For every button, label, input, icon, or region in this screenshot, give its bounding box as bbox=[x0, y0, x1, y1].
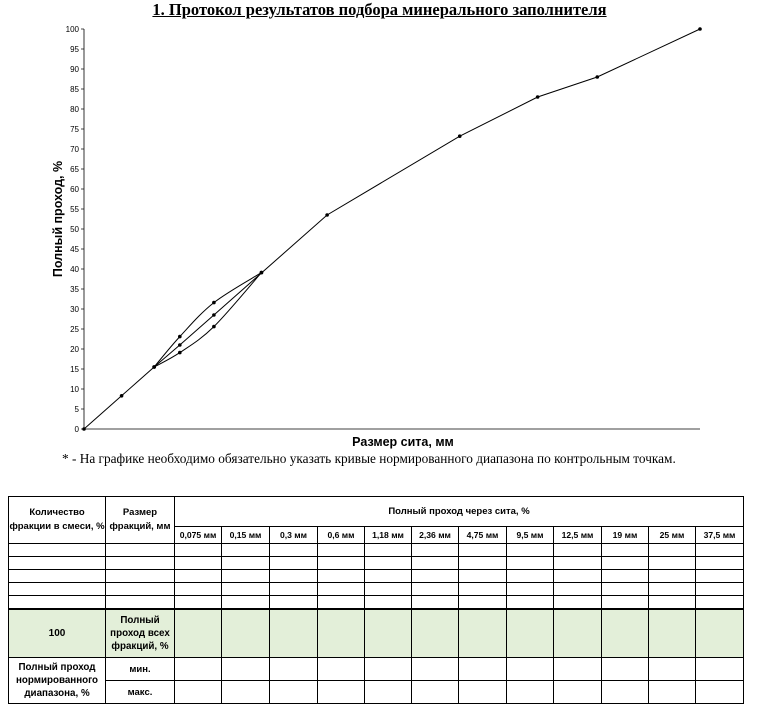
value-cell[interactable] bbox=[602, 544, 649, 557]
value-cell[interactable] bbox=[318, 583, 365, 596]
value-cell[interactable] bbox=[365, 557, 412, 570]
y-tick-label: 50 bbox=[70, 225, 79, 234]
sieve-size-header: 1,18 мм bbox=[365, 527, 412, 544]
value-cell[interactable] bbox=[270, 658, 318, 681]
fraction-row bbox=[9, 570, 744, 583]
value-cell[interactable] bbox=[459, 570, 507, 583]
value-cell[interactable] bbox=[554, 557, 602, 570]
y-axis-label: Полный проход, % bbox=[51, 160, 65, 278]
value-cell[interactable] bbox=[9, 596, 106, 609]
data-point bbox=[325, 213, 329, 217]
data-point bbox=[260, 271, 264, 275]
value-cell[interactable] bbox=[175, 557, 222, 570]
value-cell[interactable] bbox=[602, 596, 649, 609]
value-cell[interactable] bbox=[412, 557, 459, 570]
data-point bbox=[536, 95, 540, 99]
value-cell[interactable] bbox=[554, 658, 602, 681]
min-label: мин. bbox=[106, 658, 175, 681]
value-cell[interactable] bbox=[318, 681, 365, 704]
y-tick-label: 25 bbox=[70, 325, 79, 334]
y-tick-label: 35 bbox=[70, 285, 79, 294]
y-tick-label: 75 bbox=[70, 125, 79, 134]
value-cell[interactable] bbox=[365, 570, 412, 583]
data-point bbox=[212, 313, 216, 317]
chart-series bbox=[84, 29, 700, 429]
value-cell[interactable] bbox=[106, 557, 175, 570]
y-tick-label: 90 bbox=[70, 65, 79, 74]
value-cell[interactable] bbox=[459, 544, 507, 557]
value-cell[interactable] bbox=[507, 557, 554, 570]
y-tick-label: 65 bbox=[70, 165, 79, 174]
value-cell[interactable] bbox=[412, 544, 459, 557]
value-cell[interactable] bbox=[507, 596, 554, 609]
fraction-row bbox=[9, 557, 744, 570]
sieve-size-header: 25 мм bbox=[649, 527, 696, 544]
value-cell[interactable] bbox=[318, 570, 365, 583]
y-tick-label: 15 bbox=[70, 365, 79, 374]
total-amount: 100 bbox=[9, 609, 106, 658]
value-cell[interactable] bbox=[554, 609, 602, 658]
value-cell[interactable] bbox=[412, 583, 459, 596]
y-tick-label: 30 bbox=[70, 305, 79, 314]
value-cell[interactable] bbox=[175, 658, 222, 681]
value-cell[interactable] bbox=[696, 681, 744, 704]
fraction-amount-header: Количество фракции в смеси, % bbox=[9, 497, 106, 544]
value-cell[interactable] bbox=[459, 681, 507, 704]
value-cell[interactable] bbox=[175, 544, 222, 557]
y-tick-label: 70 bbox=[70, 145, 79, 154]
fraction-size-header: Размер фракций, мм bbox=[106, 497, 175, 544]
value-cell[interactable] bbox=[649, 557, 696, 570]
value-cell[interactable] bbox=[412, 681, 459, 704]
y-tick-label: 0 bbox=[74, 425, 79, 434]
y-tick-label: 5 bbox=[74, 405, 79, 414]
value-cell[interactable] bbox=[318, 544, 365, 557]
value-cell[interactable] bbox=[9, 583, 106, 596]
value-cell[interactable] bbox=[222, 596, 270, 609]
value-cell[interactable] bbox=[696, 544, 744, 557]
value-cell[interactable] bbox=[175, 570, 222, 583]
value-cell[interactable] bbox=[696, 596, 744, 609]
sieve-size-header: 0,3 мм bbox=[270, 527, 318, 544]
value-cell[interactable] bbox=[507, 570, 554, 583]
norm-max-row bbox=[9, 681, 744, 704]
sieve-size-header: 4,75 мм bbox=[459, 527, 507, 544]
value-cell[interactable] bbox=[222, 658, 270, 681]
value-cell[interactable] bbox=[649, 583, 696, 596]
sieve-size-header: 12,5 мм bbox=[554, 527, 602, 544]
value-cell[interactable] bbox=[365, 681, 412, 704]
value-cell[interactable] bbox=[507, 583, 554, 596]
value-cell[interactable] bbox=[459, 609, 507, 658]
data-point bbox=[178, 335, 182, 339]
value-cell[interactable] bbox=[554, 681, 602, 704]
value-cell[interactable] bbox=[507, 544, 554, 557]
series-line-1 bbox=[84, 29, 700, 429]
value-cell[interactable] bbox=[459, 583, 507, 596]
value-cell[interactable] bbox=[412, 570, 459, 583]
sieve-size-header: 2,36 мм bbox=[412, 527, 459, 544]
value-cell[interactable] bbox=[459, 557, 507, 570]
data-point bbox=[212, 325, 216, 329]
sieve-size-header: 0,6 мм bbox=[318, 527, 365, 544]
value-cell[interactable] bbox=[696, 583, 744, 596]
value-cell[interactable] bbox=[9, 544, 106, 557]
gradation-chart bbox=[0, 20, 759, 450]
value-cell[interactable] bbox=[106, 570, 175, 583]
value-cell[interactable] bbox=[554, 570, 602, 583]
value-cell[interactable] bbox=[9, 557, 106, 570]
y-tick-label: 85 bbox=[70, 85, 79, 94]
value-cell[interactable] bbox=[270, 583, 318, 596]
norm-range-label: Полный проход нормированного диапазона, % bbox=[9, 658, 106, 704]
value-cell[interactable] bbox=[222, 681, 270, 704]
fraction-row bbox=[9, 596, 744, 609]
value-cell[interactable] bbox=[649, 544, 696, 557]
value-cell[interactable] bbox=[459, 596, 507, 609]
value-cell[interactable] bbox=[175, 583, 222, 596]
value-cell[interactable] bbox=[365, 658, 412, 681]
value-cell[interactable] bbox=[222, 609, 270, 658]
value-cell[interactable] bbox=[507, 609, 554, 658]
y-tick-label: 45 bbox=[70, 245, 79, 254]
value-cell[interactable] bbox=[318, 596, 365, 609]
value-cell[interactable] bbox=[175, 609, 222, 658]
total-row bbox=[9, 609, 744, 658]
value-cell[interactable] bbox=[696, 658, 744, 681]
value-cell[interactable] bbox=[175, 681, 222, 704]
protocol-title-text: 1. Протокол результатов подбора минерального заполнителя bbox=[152, 0, 607, 19]
data-point bbox=[178, 343, 182, 347]
value-cell[interactable] bbox=[602, 609, 649, 658]
value-cell[interactable] bbox=[412, 658, 459, 681]
y-tick-label: 10 bbox=[70, 385, 79, 394]
value-cell[interactable] bbox=[649, 570, 696, 583]
data-point bbox=[82, 427, 86, 431]
value-cell[interactable] bbox=[649, 681, 696, 704]
value-cell[interactable] bbox=[554, 596, 602, 609]
data-point bbox=[458, 134, 462, 138]
value-cell[interactable] bbox=[554, 544, 602, 557]
value-cell[interactable] bbox=[270, 557, 318, 570]
fraction-row bbox=[9, 583, 744, 596]
value-cell[interactable] bbox=[318, 557, 365, 570]
y-tick-label: 60 bbox=[70, 185, 79, 194]
passing-header: Полный проход через сита, % bbox=[175, 497, 744, 527]
value-cell[interactable] bbox=[222, 544, 270, 557]
value-cell[interactable] bbox=[602, 658, 649, 681]
x-axis-label: Размер сита, мм bbox=[352, 435, 454, 449]
value-cell[interactable] bbox=[649, 609, 696, 658]
value-cell[interactable] bbox=[602, 570, 649, 583]
data-point bbox=[595, 75, 599, 79]
value-cell[interactable] bbox=[270, 681, 318, 704]
total-label: Полный проход всех фракций, % bbox=[106, 609, 175, 658]
value-cell[interactable] bbox=[365, 596, 412, 609]
value-cell[interactable] bbox=[649, 658, 696, 681]
sieve-size-header: 0,075 мм bbox=[175, 527, 222, 544]
sieve-size-header: 19 мм bbox=[602, 527, 649, 544]
data-point bbox=[152, 365, 156, 369]
value-cell[interactable] bbox=[318, 609, 365, 658]
chart-points bbox=[82, 27, 702, 431]
value-cell[interactable] bbox=[106, 596, 175, 609]
value-cell[interactable] bbox=[602, 681, 649, 704]
sieve-size-header: 9,5 мм bbox=[507, 527, 554, 544]
y-tick-label: 40 bbox=[70, 265, 79, 274]
value-cell[interactable] bbox=[365, 544, 412, 557]
value-cell[interactable] bbox=[222, 583, 270, 596]
chart-note: * - На графике необходимо обязательно указать кривые нормированного диапазона по контрольным точкам. bbox=[62, 451, 676, 466]
max-label: макс. bbox=[106, 681, 175, 704]
value-cell[interactable] bbox=[318, 658, 365, 681]
value-cell[interactable] bbox=[696, 557, 744, 570]
y-tick-label: 55 bbox=[70, 205, 79, 214]
value-cell[interactable] bbox=[602, 583, 649, 596]
value-cell[interactable] bbox=[507, 658, 554, 681]
y-tick-label: 20 bbox=[70, 345, 79, 354]
value-cell[interactable] bbox=[412, 596, 459, 609]
value-cell[interactable] bbox=[696, 570, 744, 583]
value-cell[interactable] bbox=[507, 681, 554, 704]
y-tick-label: 95 bbox=[70, 45, 79, 54]
data-point bbox=[698, 27, 702, 31]
y-tick-label: 80 bbox=[70, 105, 79, 114]
fraction-row bbox=[9, 544, 744, 557]
protocol-title bbox=[0, 0, 759, 20]
value-cell[interactable] bbox=[270, 570, 318, 583]
value-cell[interactable] bbox=[270, 609, 318, 658]
value-cell[interactable] bbox=[222, 557, 270, 570]
value-cell[interactable] bbox=[106, 544, 175, 557]
value-cell[interactable] bbox=[222, 570, 270, 583]
value-cell[interactable] bbox=[412, 609, 459, 658]
sieve-size-header: 0,15 мм bbox=[222, 527, 270, 544]
norm-min-row bbox=[9, 658, 744, 681]
value-cell[interactable] bbox=[9, 570, 106, 583]
value-cell[interactable] bbox=[602, 557, 649, 570]
sieve-size-header: 37,5 мм bbox=[696, 527, 744, 544]
y-tick-label: 100 bbox=[65, 25, 79, 34]
data-point bbox=[120, 394, 124, 398]
data-point bbox=[178, 351, 182, 355]
value-cell[interactable] bbox=[106, 583, 175, 596]
value-cell[interactable] bbox=[649, 596, 696, 609]
data-point bbox=[212, 301, 216, 305]
y-axis-ticks bbox=[66, 25, 84, 434]
value-cell[interactable] bbox=[270, 544, 318, 557]
value-cell[interactable] bbox=[696, 609, 744, 658]
results-table bbox=[8, 496, 744, 704]
value-cell[interactable] bbox=[459, 658, 507, 681]
value-cell[interactable] bbox=[365, 583, 412, 596]
value-cell[interactable] bbox=[554, 583, 602, 596]
value-cell[interactable] bbox=[175, 596, 222, 609]
value-cell[interactable] bbox=[270, 596, 318, 609]
value-cell[interactable] bbox=[365, 609, 412, 658]
